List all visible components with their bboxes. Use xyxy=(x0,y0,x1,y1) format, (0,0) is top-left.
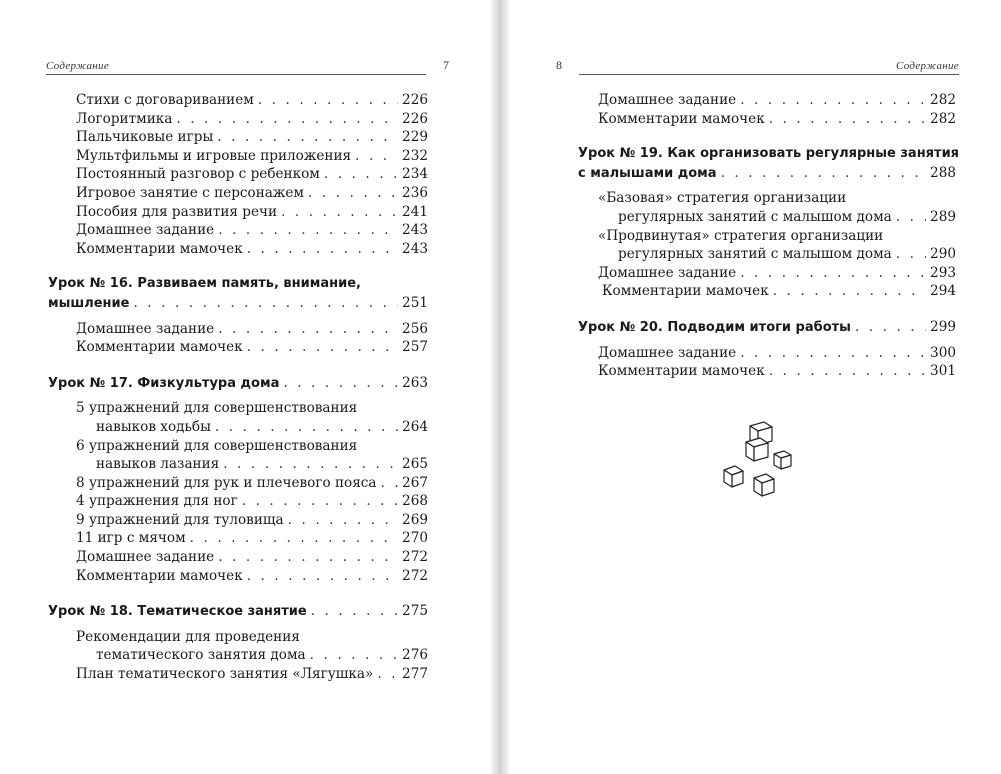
header-rule xyxy=(579,74,959,75)
toc-lesson-19[interactable]: Урок № 19. Как организовать регулярные занятия с малышами дома . . . 288 xyxy=(578,145,956,183)
toc-entry[interactable]: Домашнее задание . . . 272 xyxy=(48,548,428,567)
toc-entry[interactable]: Комментарии мамочек . . . 301 xyxy=(578,362,956,381)
toc-entry[interactable]: Рекомендации для проведения тематического занятия дома . . . 276 xyxy=(48,628,428,665)
header-rule xyxy=(46,74,426,75)
table-of-contents xyxy=(578,91,960,381)
left-page xyxy=(0,0,491,774)
running-header xyxy=(579,57,959,75)
toy-blocks-icon xyxy=(722,418,812,508)
running-header xyxy=(46,57,426,75)
toc-entry[interactable]: Пособия для развития речи . . . 241 xyxy=(48,203,428,222)
right-page xyxy=(509,0,1001,774)
toc-entry[interactable]: Комментарии мамочек . . . 257 xyxy=(48,338,428,357)
toc-entry[interactable]: 8 упражнений для рук и плечевого пояса . . . 267 xyxy=(48,474,428,493)
toc-entry[interactable]: Комментарии мамочек . . . 272 xyxy=(48,567,428,586)
toc-entry[interactable]: Постоянный разговор с ребенком . . . 234 xyxy=(48,165,428,184)
toc-lesson-20[interactable]: Урок № 20. Подводим итоги работы . . . 299 xyxy=(578,318,956,338)
toc-entry[interactable]: Домашнее задание . . . 282 xyxy=(578,91,956,110)
table-of-contents xyxy=(48,91,428,684)
toc-entry[interactable]: «Продвинутая» стратегия организации регулярных занятий с малышом дома . . . 290 xyxy=(578,227,956,264)
toc-entry[interactable]: 11 игр с мячом . . . 270 xyxy=(48,529,428,548)
toc-entry[interactable]: Логоритмика . . . 226 xyxy=(48,110,428,129)
toc-lesson-18[interactable]: Урок № 18. Тематическое занятие . . . 275 xyxy=(48,602,428,622)
toc-entry[interactable]: Комментарии мамочек . . . 294 xyxy=(578,282,956,301)
running-header-title: Содержание xyxy=(895,60,959,72)
book-gutter xyxy=(491,0,509,774)
toc-entry[interactable]: Комментарии мамочек . . . 243 xyxy=(48,240,428,259)
toc-entry[interactable]: «Базовая» стратегия организации регулярных занятий с малышом дома . . . 289 xyxy=(578,189,956,226)
toc-entry[interactable]: План тематического занятия «Лягушка» . . . 277 xyxy=(48,665,428,684)
toc-entry[interactable]: Стихи с договариванием . . . 226 xyxy=(48,91,428,110)
toc-entry[interactable]: 4 упражнения для ног . . . 268 xyxy=(48,492,428,511)
toc-entry[interactable]: Комментарии мамочек . . . 282 xyxy=(578,110,956,129)
toc-entry[interactable]: Домашнее задание . . . 293 xyxy=(578,264,956,283)
toc-entry[interactable]: Домашнее задание . . . 300 xyxy=(578,344,956,363)
page-number: 7 xyxy=(443,58,449,72)
toc-entry[interactable]: Мультфильмы и игровые приложения . . . 232 xyxy=(48,147,428,166)
toc-entry[interactable]: Домашнее задание . . . 243 xyxy=(48,221,428,240)
page-number: 8 xyxy=(556,58,562,72)
toc-entry[interactable]: 9 упражнений для туловища . . . 269 xyxy=(48,511,428,530)
toc-entry[interactable]: 6 упражнений для совершенствования навыков лазания . . . 265 xyxy=(48,437,428,474)
toc-entry[interactable]: Домашнее задание . . . 256 xyxy=(48,320,428,339)
toc-entry[interactable]: 5 упражнений для совершенствования навыков ходьбы . . . 264 xyxy=(48,399,428,436)
toc-entry[interactable]: Игровое занятие с персонажем . . . 236 xyxy=(48,184,428,203)
toc-lesson-17[interactable]: Урок № 17. Физкультура дома . . . 263 xyxy=(48,374,428,394)
toc-entry[interactable]: Пальчиковые игры . . . 229 xyxy=(48,128,428,147)
running-header-title: Содержание xyxy=(46,60,110,72)
toc-lesson-16[interactable]: Урок № 16. Развиваем память, внимание, мышление . . . 251 xyxy=(48,275,428,313)
